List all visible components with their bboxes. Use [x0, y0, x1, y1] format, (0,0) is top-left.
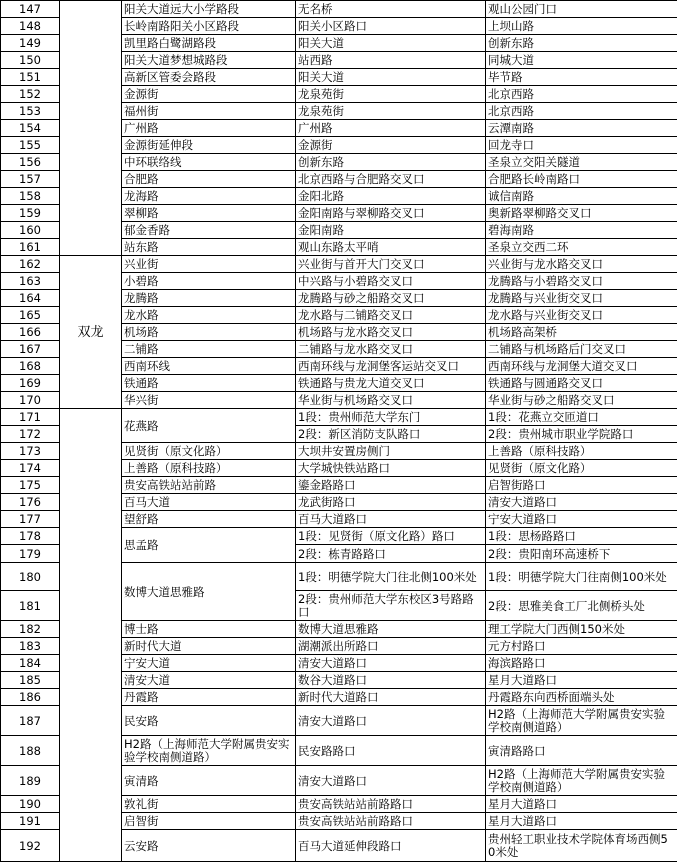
end-point-cell: 铁通路与圆通路交叉口 [486, 375, 677, 392]
road-name-cell: 民安路 [122, 706, 296, 736]
row-number-cell: 162 [1, 256, 60, 273]
row-number-cell: 168 [1, 358, 60, 375]
end-point-cell: 合肥路长岭南路口 [486, 171, 677, 188]
start-point-cell: 金阳南路与翠柳路交叉口 [296, 205, 486, 222]
row-number-cell: 182 [1, 621, 60, 638]
start-point-cell: 观山东路太平哨 [296, 239, 486, 256]
road-name-cell: 博士路 [122, 621, 296, 638]
start-point-cell: 铁通路与贵龙大道交叉口 [296, 375, 486, 392]
road-name-cell: 郁金香路 [122, 222, 296, 239]
row-number-cell: 190 [1, 796, 60, 813]
road-name-cell: 机场路 [122, 324, 296, 341]
road-name-cell: 贵安高铁站站前路 [122, 477, 296, 494]
end-point-cell: 华业街与砂之船路交叉口 [486, 392, 677, 409]
row-number-cell: 161 [1, 239, 60, 256]
end-point-cell: 见贤街（原文化路） [486, 460, 677, 477]
row-number-cell: 174 [1, 460, 60, 477]
end-point-cell: 机场路高架桥 [486, 324, 677, 341]
road-name-cell: 铁通路 [122, 375, 296, 392]
end-point-cell: 1段：花燕立交匝道口 [486, 409, 677, 426]
start-point-cell: 大学城快铁站路口 [296, 460, 486, 477]
end-point-cell: 上坝山路 [486, 18, 677, 35]
row-number-cell: 149 [1, 35, 60, 52]
start-point-cell: 1段：见贤街（原文化路）路口 [296, 528, 486, 545]
row-number-cell: 181 [1, 591, 60, 621]
road-list-body [1, 1, 677, 862]
row-number-cell: 186 [1, 689, 60, 706]
road-name-cell: 二铺路 [122, 341, 296, 358]
road-name-cell: 敦礼街 [122, 796, 296, 813]
end-point-cell: 同城大道 [486, 52, 677, 69]
start-point-cell: 贵安高铁站站前路路口 [296, 796, 486, 813]
row-number-cell: 153 [1, 103, 60, 120]
road-name-cell: 中环联络线 [122, 154, 296, 171]
road-name-cell: 启智街 [122, 813, 296, 830]
start-point-cell: 二铺路与龙水路交叉口 [296, 341, 486, 358]
table-row [1, 409, 677, 426]
end-point-cell: 奥新路翠柳路交叉口 [486, 205, 677, 222]
start-point-cell: 广州路 [296, 120, 486, 137]
row-number-cell: 169 [1, 375, 60, 392]
district-cell [60, 409, 122, 862]
start-point-cell: 金阳北路 [296, 188, 486, 205]
end-point-cell: 诚信南路 [486, 188, 677, 205]
start-point-cell: 大坝井安置房侧门 [296, 443, 486, 460]
start-point-cell: 新时代大道路口 [296, 689, 486, 706]
road-name-cell: 翠柳路 [122, 205, 296, 222]
start-point-cell: 贵安高铁站站前路路口 [296, 813, 486, 830]
start-point-cell: 创新东路 [296, 154, 486, 171]
start-point-cell: 百马大道路口 [296, 511, 486, 528]
start-point-cell: 站西路 [296, 52, 486, 69]
road-name-cell: 广州路 [122, 120, 296, 137]
district-cell: 双龙 [60, 256, 122, 409]
road-name-cell: 宁安大道 [122, 655, 296, 672]
end-point-cell: 1段：明德学院大门往南侧100米处 [486, 563, 677, 591]
row-number-cell: 175 [1, 477, 60, 494]
road-name-cell: 龙腾路 [122, 290, 296, 307]
row-number-cell: 157 [1, 171, 60, 188]
row-number-cell: 187 [1, 706, 60, 736]
start-point-cell: 阳关大道 [296, 35, 486, 52]
end-point-cell: 龙水路与兴业街交叉口 [486, 307, 677, 324]
end-point-cell: 二铺路与机场路后门交叉口 [486, 341, 677, 358]
road-name-cell: 阳关大道梦想城路段 [122, 52, 296, 69]
row-number-cell: 152 [1, 86, 60, 103]
road-name-cell: 云安路 [122, 830, 296, 862]
start-point-cell: 中兴路与小碧路交叉口 [296, 273, 486, 290]
start-point-cell: 2段：栋青路路口 [296, 545, 486, 563]
start-point-cell: 阳关大道 [296, 69, 486, 86]
start-point-cell: 机场路与龙水路交叉口 [296, 324, 486, 341]
start-point-cell: 1段：明德学院大门往北侧100米处 [296, 563, 486, 591]
end-point-cell: 北京西路 [486, 86, 677, 103]
end-point-cell: 观山公园门口 [486, 1, 677, 18]
start-point-cell: 龙泉苑街 [296, 103, 486, 120]
start-point-cell: 2段：贵州师范大学东校区3号路路口 [296, 591, 486, 621]
row-number-cell: 166 [1, 324, 60, 341]
row-number-cell: 188 [1, 736, 60, 766]
row-number-cell: 177 [1, 511, 60, 528]
end-point-cell: 理工学院大门西侧150米处 [486, 621, 677, 638]
row-number-cell: 185 [1, 672, 60, 689]
start-point-cell: 龙水路与二铺路交叉口 [296, 307, 486, 324]
road-name-cell: 高新区管委会路段 [122, 69, 296, 86]
end-point-cell: 寅清路路口 [486, 736, 677, 766]
road-name-cell: 小碧路 [122, 273, 296, 290]
end-point-cell: 清安大道路口 [486, 494, 677, 511]
road-name-cell: 望舒路 [122, 511, 296, 528]
road-name-cell: 清安大道 [122, 672, 296, 689]
end-point-cell: H2路（上海师范大学附属贵安实验学校南侧道路） [486, 706, 677, 736]
row-number-cell: 184 [1, 655, 60, 672]
end-point-cell: 上善路（原科技路） [486, 443, 677, 460]
end-point-cell: 星月大道路口 [486, 813, 677, 830]
start-point-cell: 数博大道思雅路 [296, 621, 486, 638]
road-name-cell: 百马大道 [122, 494, 296, 511]
row-number-cell: 150 [1, 52, 60, 69]
end-point-cell: 宁安大道路口 [486, 511, 677, 528]
end-point-cell: 兴业街与龙水路交叉口 [486, 256, 677, 273]
road-name-cell: 丹霞路 [122, 689, 296, 706]
end-point-cell: 1段：思杨路路口 [486, 528, 677, 545]
road-name-cell: 合肥路 [122, 171, 296, 188]
road-name-cell: 龙水路 [122, 307, 296, 324]
row-number-cell: 172 [1, 426, 60, 443]
row-number-cell: 167 [1, 341, 60, 358]
row-number-cell: 148 [1, 18, 60, 35]
end-point-cell: 星月大道路口 [486, 672, 677, 689]
road-name-cell: 金源街 [122, 86, 296, 103]
end-point-cell: 2段：思雅美食工厂北侧桥头处 [486, 591, 677, 621]
road-name-cell: 阳关大道远大小学路段 [122, 1, 296, 18]
end-point-cell: H2路（上海师范大学附属贵安实验学校南侧道路） [486, 766, 677, 796]
start-point-cell: 1段：贵州师范大学东门 [296, 409, 486, 426]
start-point-cell: 西南环线与龙洞堡客运站交叉口 [296, 358, 486, 375]
end-point-cell: 西南环线与龙洞堡大道交叉口 [486, 358, 677, 375]
district-cell [60, 1, 122, 256]
end-point-cell: 丹霞路东向西桥面端头处 [486, 689, 677, 706]
row-number-cell: 158 [1, 188, 60, 205]
row-number-cell: 165 [1, 307, 60, 324]
road-name-cell: H2路（上海师范大学附属贵安实验学校南侧道路） [122, 736, 296, 766]
end-point-cell: 启智街路口 [486, 477, 677, 494]
start-point-cell: 数谷大道路口 [296, 672, 486, 689]
row-number-cell: 151 [1, 69, 60, 86]
row-number-cell: 189 [1, 766, 60, 796]
road-name-cell: 站东路 [122, 239, 296, 256]
row-number-cell: 155 [1, 137, 60, 154]
end-point-cell: 元方村路口 [486, 638, 677, 655]
start-point-cell: 百马大道延伸段路口 [296, 830, 486, 862]
end-point-cell: 碧海南路 [486, 222, 677, 239]
table-row [1, 256, 677, 273]
road-name-cell: 寅清路 [122, 766, 296, 796]
row-number-cell: 154 [1, 120, 60, 137]
start-point-cell: 清安大道路口 [296, 655, 486, 672]
row-number-cell: 171 [1, 409, 60, 426]
end-point-cell: 星月大道路口 [486, 796, 677, 813]
start-point-cell: 清安大道路口 [296, 766, 486, 796]
road-name-cell: 兴业街 [122, 256, 296, 273]
row-number-cell: 156 [1, 154, 60, 171]
start-point-cell: 清安大道路口 [296, 706, 486, 736]
row-number-cell: 178 [1, 528, 60, 545]
end-point-cell: 北京西路 [486, 103, 677, 120]
end-point-cell: 创新东路 [486, 35, 677, 52]
row-number-cell: 180 [1, 563, 60, 591]
row-number-cell: 173 [1, 443, 60, 460]
end-point-cell: 云潭南路 [486, 120, 677, 137]
end-point-cell: 2段：贵阳南环高速桥下 [486, 545, 677, 563]
row-number-cell: 147 [1, 1, 60, 18]
road-name-cell: 数博大道思雅路 [122, 563, 296, 621]
row-number-cell: 191 [1, 813, 60, 830]
road-name-cell: 长岭南路阳关小区路段 [122, 18, 296, 35]
row-number-cell: 164 [1, 290, 60, 307]
start-point-cell: 兴业街与首开大门交叉口 [296, 256, 486, 273]
start-point-cell: 龙武街路口 [296, 494, 486, 511]
row-number-cell: 183 [1, 638, 60, 655]
end-point-cell: 毕节路 [486, 69, 677, 86]
end-point-cell: 贵州轻工职业技术学院体育场西侧50米处 [486, 830, 677, 862]
end-point-cell: 回龙寺口 [486, 137, 677, 154]
road-name-cell: 福州街 [122, 103, 296, 120]
road-name-cell: 见贤街（原文化路） [122, 443, 296, 460]
start-point-cell: 阳关小区路口 [296, 18, 486, 35]
start-point-cell: 金源街 [296, 137, 486, 154]
start-point-cell: 金阳南路 [296, 222, 486, 239]
start-point-cell: 北京西路与合肥路交叉口 [296, 171, 486, 188]
end-point-cell: 2段：贵州城市职业学院路口 [486, 426, 677, 443]
row-number-cell: 170 [1, 392, 60, 409]
road-name-cell: 西南环线 [122, 358, 296, 375]
row-number-cell: 159 [1, 205, 60, 222]
row-number-cell: 179 [1, 545, 60, 563]
end-point-cell: 圣泉立交阳关隧道 [486, 154, 677, 171]
end-point-cell: 海滨路路口 [486, 655, 677, 672]
start-point-cell: 湖潮派出所路口 [296, 638, 486, 655]
start-point-cell: 龙泉苑街 [296, 86, 486, 103]
road-name-cell: 华兴街 [122, 392, 296, 409]
end-point-cell: 龙腾路与小碧路交叉口 [486, 273, 677, 290]
row-number-cell: 192 [1, 830, 60, 862]
start-point-cell: 无名桥 [296, 1, 486, 18]
table-row [1, 1, 677, 18]
start-point-cell: 2段：新区消防支队路口 [296, 426, 486, 443]
row-number-cell: 160 [1, 222, 60, 239]
row-number-cell: 163 [1, 273, 60, 290]
start-point-cell: 龙腾路与砂之船路交叉口 [296, 290, 486, 307]
road-name-cell: 新时代大道 [122, 638, 296, 655]
road-name-cell: 凯里路白鹭湖路段 [122, 35, 296, 52]
row-number-cell: 176 [1, 494, 60, 511]
start-point-cell: 鎏金路路口 [296, 477, 486, 494]
start-point-cell: 民安路路口 [296, 736, 486, 766]
end-point-cell: 龙腾路与兴业街交叉口 [486, 290, 677, 307]
road-name-cell: 龙海路 [122, 188, 296, 205]
road-name-cell: 思孟路 [122, 528, 296, 563]
road-name-cell: 花燕路 [122, 409, 296, 443]
road-name-cell: 金源街延伸段 [122, 137, 296, 154]
start-point-cell: 华业街与机场路交叉口 [296, 392, 486, 409]
road-name-cell: 上善路（原科技路） [122, 460, 296, 477]
end-point-cell: 圣泉立交西二环 [486, 239, 677, 256]
